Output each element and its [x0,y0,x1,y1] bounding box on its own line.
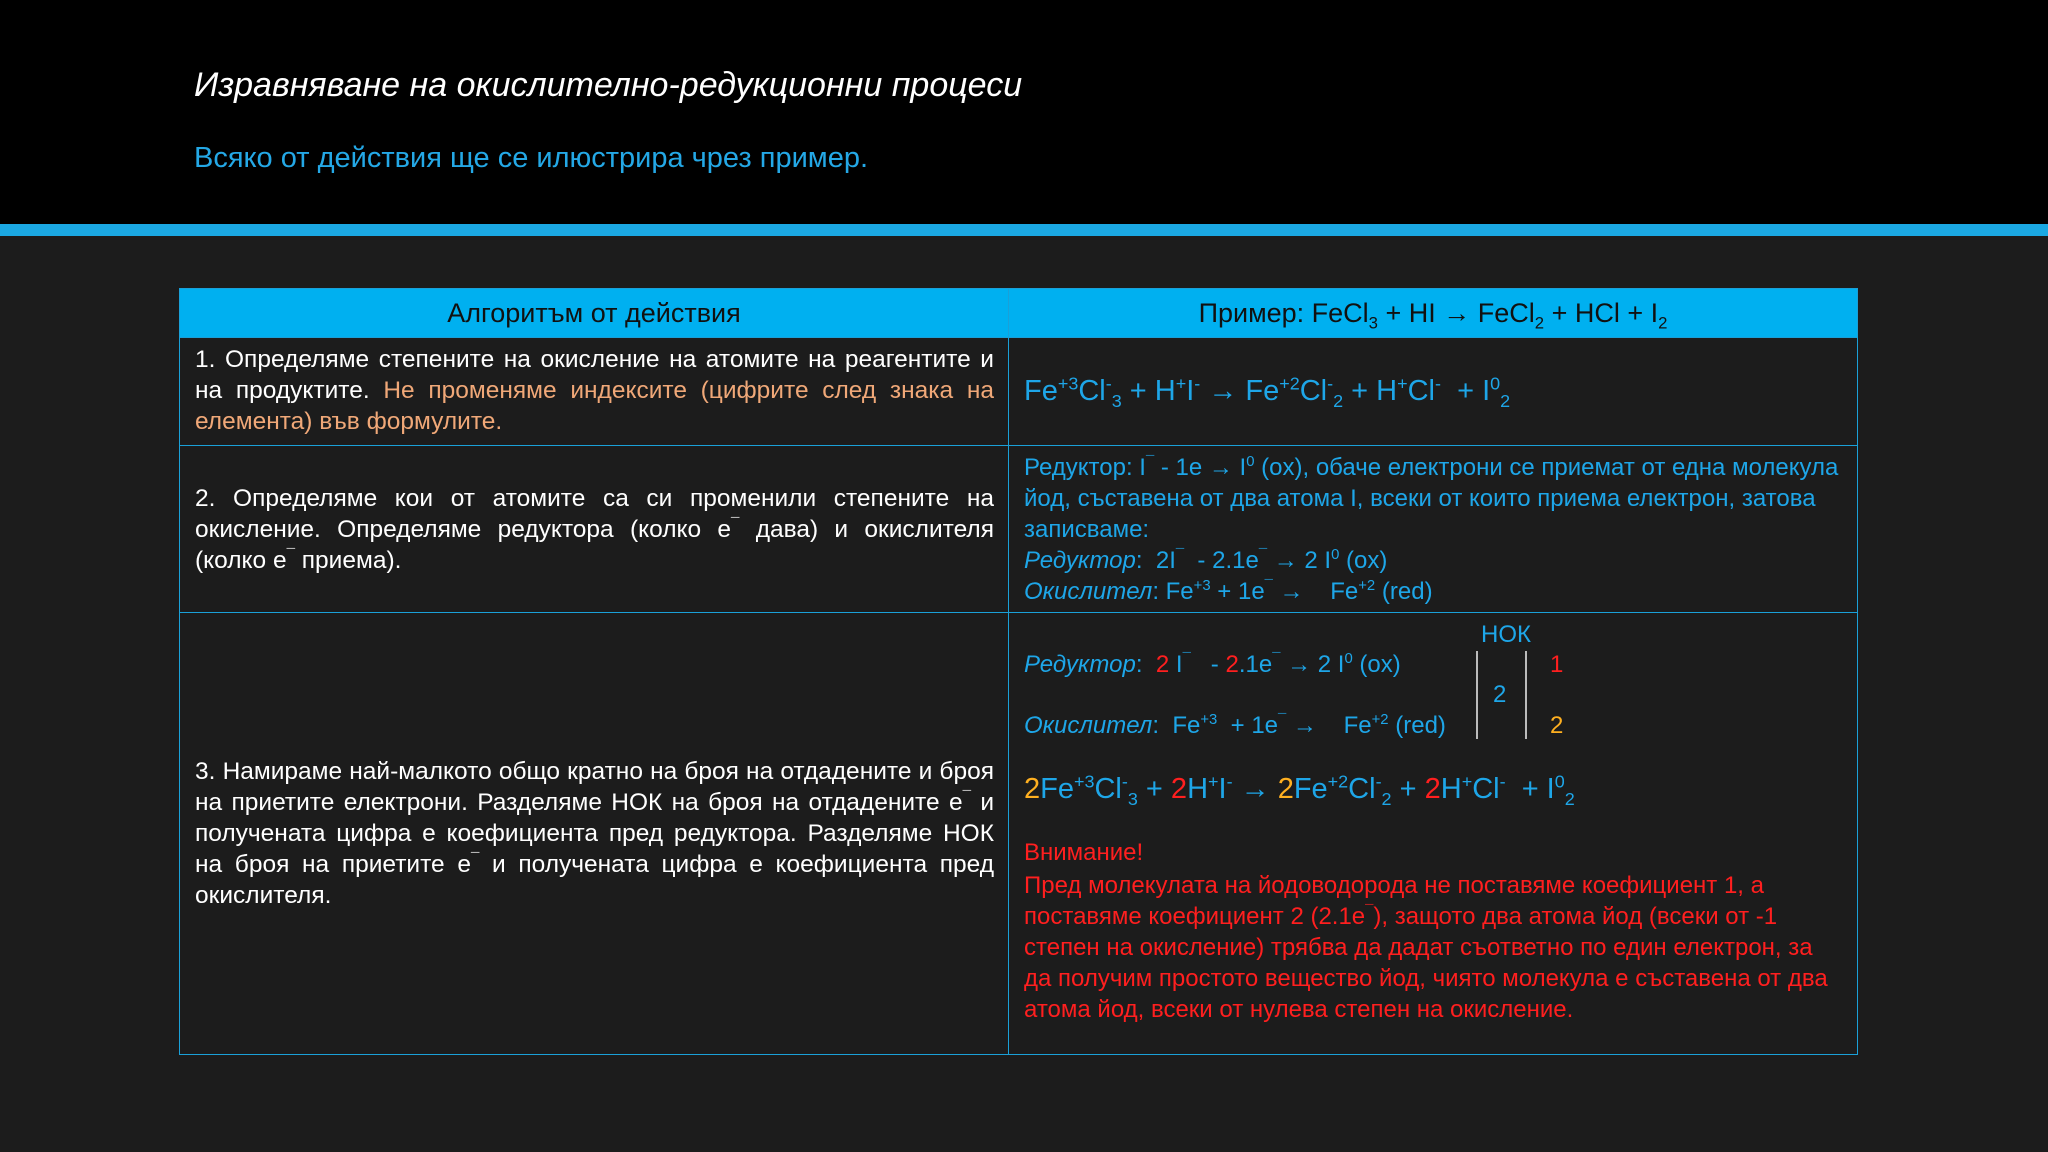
reductor-half-reaction: Редуктор: 2I¯ - 2.1e¯ → 2 $I^0$ (ox) [1024,547,1388,574]
coefficient-oxidizer: 2 [1550,712,1564,739]
step-2-cell [180,446,1009,613]
coefficient-reductor: 1 [1550,651,1564,678]
nok-value: 2 [1493,681,1507,708]
nok-label: НОК [1481,621,1531,648]
reductor-explanation: Редуктор: $I^¯ - 1e \to I^0$ (ox), обаче електрони се приемат от една молекула йод, съставена от два атома I, всеки от които приема електрон, затова записваме: [1024,454,1839,543]
reductor-balanced: Редуктор: 2 I¯ - 2.1e¯ → 2 $I^0$ (ox) [1024,651,1401,678]
divider-right [1525,651,1527,739]
step-3-text: 3. Намираме най-малкото общо кратно на броя на отдадените и броя на приетите електрони. Разделяме НОК на броя на отдадените e¯ и получената цифра е коефициента пред редуктора. Разделяме НОК на броя на приетите e¯ и получената цифра е коефициента пред окислителя. [195,758,995,909]
example-2-text [1009,446,1857,607]
accent-bar [0,224,2048,236]
step-1-cell [180,338,1009,446]
algorithm-table [179,288,1858,1055]
balancing-block [1009,613,1857,1054]
slide-header [0,0,2048,224]
divider-left [1476,651,1478,739]
warning-title: Внимание! [1024,839,1144,866]
step-1-main: 1. Определяме степените на окисление на атомите на реагентите и на продуктите. [195,346,994,404]
example-3-cell [1009,613,1858,1055]
oxidizer-half-reaction: Окислител: $Fe^{+3} + 1e^¯$ → $Fe^{+2}$ (red) [1024,578,1433,605]
step-3-cell [180,613,1009,1055]
table-row [180,338,1858,446]
table-row [180,613,1858,1055]
warning-text: Пред молекулата на йодоводорода не поставяме коефициент 1, а поставяме коефициент 2 (2.1e¯), защото два атома йод (всеки от -1 степен на окисление) трябва да дадат съответно по един електрон, за да получим простото вещество йод, чиято молекула е съставена от два атома йод, всеки от нулева степен на окисление. [1024,872,1828,1023]
table-header-row [180,289,1858,338]
balanced-equation: $2Fe^{+3}Cl^-_3 + 2H^+I^- \to 2Fe^{+2}Cl^-_2 + 2H^+Cl^- + I^0_2$ [1024,771,1575,809]
example-2-cell [1009,446,1858,613]
slide-subtitle: Всяко от действия ще се илюстрира чрез пример. [194,142,869,174]
table-row [180,446,1858,613]
header-example: Пример: FeCl$_3$ + HI → FeCl$_2$ + HCl + $I_2$ [1009,289,1858,338]
oxidizer-balanced: Окислител: $Fe^{+3} + 1e^¯$ → $Fe^{+2}$ (red) [1024,712,1446,739]
step-1-highlight: Не променяме индексите (цифрите след знака на елемента) във формулите. [195,377,995,435]
example-1-cell [1009,338,1858,446]
header-algorithm: Алгоритъм от действия [180,289,1009,338]
step-1-text [180,338,1008,437]
slide-title: Изравняване на окислително-редукционни процеси [194,66,1023,104]
oxidation-states-equation: $Fe^{+3}Cl^-_3 + H^+I^- \to Fe^{+2}Cl^-_2 + H^+Cl^- + I^0_2$ [1024,373,1511,411]
step-2-text: 2. Определяме кои от атомите са си променили степените на окисление. Определяме редуктора (колко e¯ дава) и окислителя (колко e¯ приема). [195,484,994,574]
